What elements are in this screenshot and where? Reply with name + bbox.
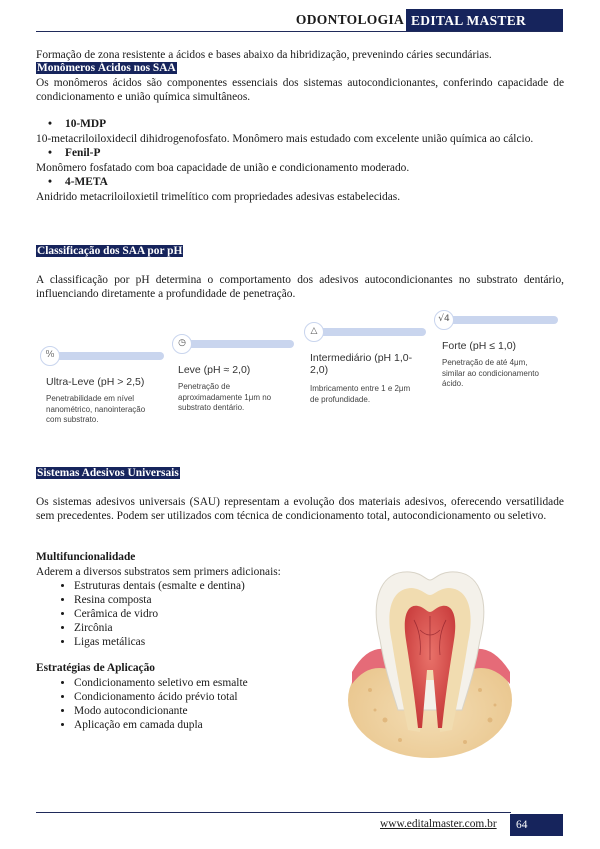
list-item: • Zircônia [74, 621, 245, 635]
clock-icon: ◷ [172, 334, 192, 354]
level-desc: Imbricamento entre 1 e 2μm de profundidade. [310, 384, 411, 404]
timeline-bar [42, 352, 164, 360]
monomer-desc: Monômero fosfatado com boa capacidade de união e condicionamento moderado. [36, 162, 410, 174]
header-subject: ODONTOLOGIA [295, 12, 404, 27]
list-item: • Aplicação em camada dupla [74, 718, 248, 732]
level-desc: Penetrabilidade em nível nanométrico, nanointeração com substrato. [46, 394, 146, 424]
monomer-name: • 4-META [48, 176, 108, 188]
ph-timeline [36, 306, 564, 441]
list-item: • Ligas metálicas [74, 635, 245, 649]
monomer-desc: Anidrido metacriloiloxietil trimelítico com propriedades adesivas estabelecidas. [36, 191, 401, 203]
footer-rule [36, 812, 511, 813]
monomer-desc: 10-metacriloiloxidecil dihidrogenofosfato. Monômero mais estudado com excelente união química ao cálcio. [36, 133, 534, 145]
footer-url[interactable]: www.editalmaster.com.br [380, 818, 497, 830]
list-item: • Modo autocondicionante [74, 704, 248, 718]
strategies-list [36, 676, 248, 732]
header-rule [36, 31, 563, 32]
monomer-name: • Fenil-P [48, 147, 100, 159]
strategies-heading: Estratégias de Aplicação [36, 662, 155, 674]
level-title: Intermediário (pH 1,0-2,0) [310, 352, 413, 376]
multifunctionality-intro: Aderem a diversos substratos sem primers adicionais: [36, 566, 281, 578]
list-item: • Cerâmica de vidro [74, 607, 245, 621]
level-title: Ultra-Leve (pH > 2,5) [46, 376, 145, 388]
acid-monomers-text: Os monômeros ácidos são componentes essenciais dos sistemas autocondicionantes, conferindo capacidade de condicionamento e união química simultâneos. [36, 77, 564, 103]
tooth-illustration [340, 560, 520, 760]
universal-text: Os sistemas adesivos universais (SAU) representam a evolução dos materiais adesivos, oferecendo versatilidade sem precedentes. Podem ser utilizados com técnica de condicionamento total, autocondicionamento ou seletivo. [36, 496, 564, 522]
monomer-name: • 10-MDP [48, 118, 106, 130]
level-title: Leve (pH ≈ 2,0) [178, 364, 251, 376]
acid-monomers-heading: Monômeros Ácidos nos SAA [37, 62, 176, 74]
list-item: • Condicionamento ácido prévio total [74, 690, 248, 704]
multifunctionality-heading: Multifuncionalidade [36, 551, 136, 563]
header-brand: EDITAL MASTER [406, 9, 563, 32]
ph-classification-text: A classificação por pH determina o comportamento dos adesivos autocondicionantes no substrato dentário, influenciando diretamente a profundidade de penetração. [36, 274, 564, 300]
page-number: 64 [510, 814, 563, 836]
list-item: • Estruturas dentais (esmalte e dentina) [74, 579, 245, 593]
intro-line: Formação de zona resistente a ácidos e bases abaixo da hibridização, prevenindo cáries secundárias. [36, 49, 492, 61]
sqrt-icon: √4 [434, 310, 454, 330]
ph-classification-heading: Classificação dos SAA por pH [37, 245, 183, 257]
ultra-light-icon: ⁰⁄₀ [40, 346, 60, 366]
level-title: Forte (pH ≤ 1,0) [442, 340, 517, 352]
universal-heading: Sistemas Adesivos Universais [37, 467, 179, 479]
level-desc: Penetração de aproximadamente 1μm no substrato dentário. [178, 382, 272, 412]
substrate-list [36, 579, 245, 649]
list-item: • Condicionamento seletivo em esmalte [74, 676, 248, 690]
level-desc: Penetração de até 4μm, similar ao condicionamento ácido. [442, 358, 539, 388]
list-item: • Resina composta [74, 593, 245, 607]
cone-icon: △ [304, 322, 324, 342]
